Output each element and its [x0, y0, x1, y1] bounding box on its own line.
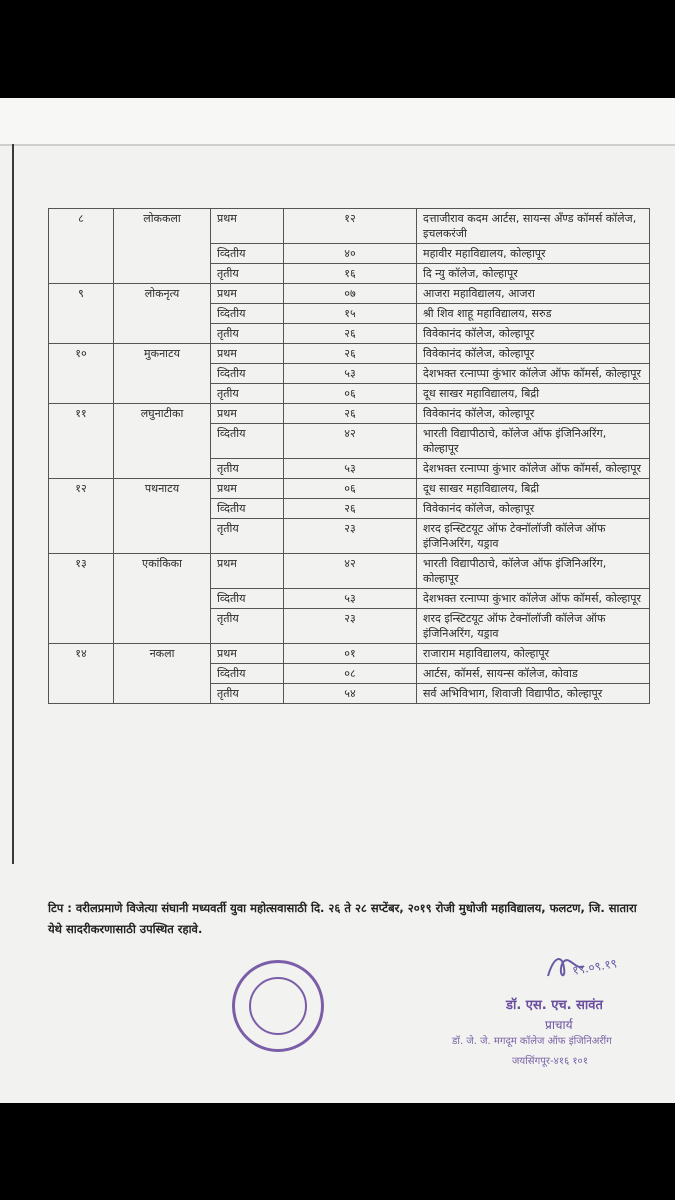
category-cell: एकांकिका — [114, 554, 211, 589]
signer-address: जयसिंगपूर-४१६ १०१ — [512, 1056, 588, 1067]
serial-number-cell — [49, 519, 114, 554]
serial-number-cell: ९ — [49, 284, 114, 304]
serial-number-cell — [49, 459, 114, 479]
signer-title: प्राचार्य — [545, 1018, 573, 1032]
rank-cell: व्दितीय — [211, 499, 284, 519]
category-cell — [114, 519, 211, 554]
rank-cell: प्रथम — [211, 404, 284, 424]
team-code-cell: १५ — [284, 304, 417, 324]
category-cell — [114, 244, 211, 264]
college-cell: शरद इन्स्टिटयूट ऑफ टेक्नॉलॉजी कॉलेज ऑफ इंजिनिअरिंग, यड्राव — [417, 519, 650, 554]
college-cell: विवेकानंद कॉलेज, कोल्हापूर — [417, 499, 650, 519]
rank-cell: तृतीय — [211, 384, 284, 404]
table-row — [49, 499, 650, 519]
rank-cell: व्दितीय — [211, 364, 284, 384]
table-row — [49, 284, 650, 304]
rank-cell: तृतीय — [211, 609, 284, 644]
page-divider — [0, 144, 675, 146]
team-code-cell: ४० — [284, 244, 417, 264]
category-cell — [114, 609, 211, 644]
table-row — [49, 324, 650, 344]
team-code-cell: ४२ — [284, 424, 417, 459]
serial-number-cell — [49, 324, 114, 344]
college-cell: देशभक्त रत्नाप्पा कुंभार कॉलेज ऑफ कॉमर्स, कोल्हापूर — [417, 589, 650, 609]
category-cell: पथनाटय — [114, 479, 211, 499]
serial-number-cell: ८ — [49, 209, 114, 244]
college-cell: आजरा महाविद्यालय, आजरा — [417, 284, 650, 304]
team-code-cell: १६ — [284, 264, 417, 284]
table-row — [49, 384, 650, 404]
results-table — [48, 208, 650, 704]
college-cell: भारती विद्यापीठाचे, कॉलेज ऑफ इंजिनिअरिंग, कोल्हापूर — [417, 554, 650, 589]
college-cell: दूध साखर महाविद्यालय, बिद्री — [417, 384, 650, 404]
rank-cell: तृतीय — [211, 519, 284, 554]
team-code-cell: ०१ — [284, 644, 417, 664]
table-row — [49, 244, 650, 264]
team-code-cell: ०७ — [284, 284, 417, 304]
rank-cell: प्रथम — [211, 209, 284, 244]
table-row — [49, 459, 650, 479]
serial-number-cell: १२ — [49, 479, 114, 499]
rank-cell: तृतीय — [211, 684, 284, 704]
table-row — [49, 519, 650, 554]
college-cell: सर्व अभिविभाग, शिवाजी विद्यापीठ, कोल्हापूर — [417, 684, 650, 704]
serial-number-cell — [49, 384, 114, 404]
signer-name: डॉ. एस. एच. सावंत — [506, 998, 603, 1013]
table-row — [49, 304, 650, 324]
college-stamp — [232, 960, 324, 1052]
team-code-cell: २६ — [284, 344, 417, 364]
team-code-cell: २६ — [284, 404, 417, 424]
rank-cell: व्दितीय — [211, 424, 284, 459]
serial-number-cell — [49, 589, 114, 609]
document-page — [0, 98, 675, 1103]
category-cell: लोककला — [114, 209, 211, 244]
serial-number-cell: ११ — [49, 404, 114, 424]
rank-cell: प्रथम — [211, 284, 284, 304]
rank-cell: तृतीय — [211, 459, 284, 479]
college-cell: विवेकानंद कॉलेज, कोल्हापूर — [417, 404, 650, 424]
margin-line — [12, 144, 14, 864]
team-code-cell: ५४ — [284, 684, 417, 704]
serial-number-cell — [49, 304, 114, 324]
category-cell — [114, 264, 211, 284]
signature-date: १९.०९.१९ — [571, 956, 619, 978]
serial-number-cell: १० — [49, 344, 114, 364]
category-cell — [114, 664, 211, 684]
rank-cell: व्दितीय — [211, 304, 284, 324]
college-cell: विवेकानंद कॉलेज, कोल्हापूर — [417, 344, 650, 364]
team-code-cell: २६ — [284, 324, 417, 344]
rank-cell: तृतीय — [211, 264, 284, 284]
table-row — [49, 344, 650, 364]
table-row — [49, 424, 650, 459]
results-body — [49, 209, 650, 704]
college-cell: श्री शिव शाहू महाविद्यालय, सरुड — [417, 304, 650, 324]
college-cell: देशभक्त रत्नाप्पा कुंभार कॉलेज ऑफ कॉमर्स, कोल्हापूर — [417, 459, 650, 479]
table-row — [49, 609, 650, 644]
category-cell — [114, 459, 211, 479]
category-cell — [114, 304, 211, 324]
college-cell: राजाराम महाविद्यालय, कोल्हापूर — [417, 644, 650, 664]
college-cell: दि न्यु कॉलेज, कोल्हापूर — [417, 264, 650, 284]
stamp-inner-ring — [249, 977, 307, 1035]
category-cell — [114, 364, 211, 384]
college-cell: देशभक्त रत्नाप्पा कुंभार कॉलेज ऑफ कॉमर्स, कोल्हापूर — [417, 364, 650, 384]
rank-cell: प्रथम — [211, 344, 284, 364]
team-code-cell: २६ — [284, 499, 417, 519]
table-row — [49, 364, 650, 384]
college-cell: आर्टस, कॉमर्स, सायन्स कॉलेज, कोवाड — [417, 664, 650, 684]
category-cell — [114, 384, 211, 404]
table-row — [49, 209, 650, 244]
note-text: टिप : वरीलप्रमाणे विजेत्या संघानी मध्यवर्ती युवा महोत्सवासाठी दि. २६ ते २८ सप्टेंबर, २०१९ रोजी मुधोजी महाविद्यालय, फलटण, जि. सातारा येथे सादरीकरणासाठी उपस्थित रहावे. — [48, 901, 637, 936]
rank-cell: प्रथम — [211, 554, 284, 589]
serial-number-cell — [49, 664, 114, 684]
category-cell — [114, 589, 211, 609]
category-cell — [114, 324, 211, 344]
college-cell: भारती विद्यापीठाचे, कॉलेज ऑफ इंजिनिअरिंग, कोल्हापूर — [417, 424, 650, 459]
serial-number-cell — [49, 609, 114, 644]
table-row — [49, 479, 650, 499]
page-top-band — [0, 98, 675, 144]
serial-number-cell: १३ — [49, 554, 114, 589]
serial-number-cell — [49, 244, 114, 264]
serial-number-cell — [49, 364, 114, 384]
team-code-cell: ४२ — [284, 554, 417, 589]
serial-number-cell: १४ — [49, 644, 114, 664]
serial-number-cell — [49, 684, 114, 704]
category-cell: लोकनृत्य — [114, 284, 211, 304]
college-cell: विवेकानंद कॉलेज, कोल्हापूर — [417, 324, 650, 344]
team-code-cell: ५३ — [284, 589, 417, 609]
team-code-cell: २३ — [284, 519, 417, 554]
team-code-cell: ५३ — [284, 364, 417, 384]
serial-number-cell — [49, 424, 114, 459]
team-code-cell: २३ — [284, 609, 417, 644]
serial-number-cell — [49, 264, 114, 284]
table-row — [49, 404, 650, 424]
signer-institution: डॉ. जे. जे. मगदूम कॉलेज ऑफ इंजिनिअरींग — [452, 1036, 612, 1047]
table-row — [49, 264, 650, 284]
college-cell: दूध साखर महाविद्यालय, बिद्री — [417, 479, 650, 499]
serial-number-cell — [49, 499, 114, 519]
team-code-cell: ०६ — [284, 479, 417, 499]
category-cell — [114, 499, 211, 519]
category-cell: लघुनाटीका — [114, 404, 211, 424]
category-cell: मुकनाटय — [114, 344, 211, 364]
team-code-cell: ०८ — [284, 664, 417, 684]
table-row — [49, 684, 650, 704]
category-cell: नकला — [114, 644, 211, 664]
college-cell: शरद इन्स्टिटयूट ऑफ टेक्नॉलॉजी कॉलेज ऑफ इंजिनिअरिंग, यड्राव — [417, 609, 650, 644]
category-cell — [114, 424, 211, 459]
college-cell: दत्ताजीराव कदम आर्टस, सायन्स अँण्ड कॉमर्स कॉलेज, इचलकरंजी — [417, 209, 650, 244]
table-row — [49, 589, 650, 609]
team-code-cell: ५३ — [284, 459, 417, 479]
team-code-cell: १२ — [284, 209, 417, 244]
rank-cell: तृतीय — [211, 324, 284, 344]
rank-cell: प्रथम — [211, 479, 284, 499]
rank-cell: व्दितीय — [211, 664, 284, 684]
rank-cell: व्दितीय — [211, 244, 284, 264]
table-row — [49, 664, 650, 684]
table-row — [49, 554, 650, 589]
rank-cell: प्रथम — [211, 644, 284, 664]
college-cell: महावीर महाविद्यालय, कोल्हापूर — [417, 244, 650, 264]
rank-cell: व्दितीय — [211, 589, 284, 609]
table-row — [49, 644, 650, 664]
category-cell — [114, 684, 211, 704]
team-code-cell: ०६ — [284, 384, 417, 404]
